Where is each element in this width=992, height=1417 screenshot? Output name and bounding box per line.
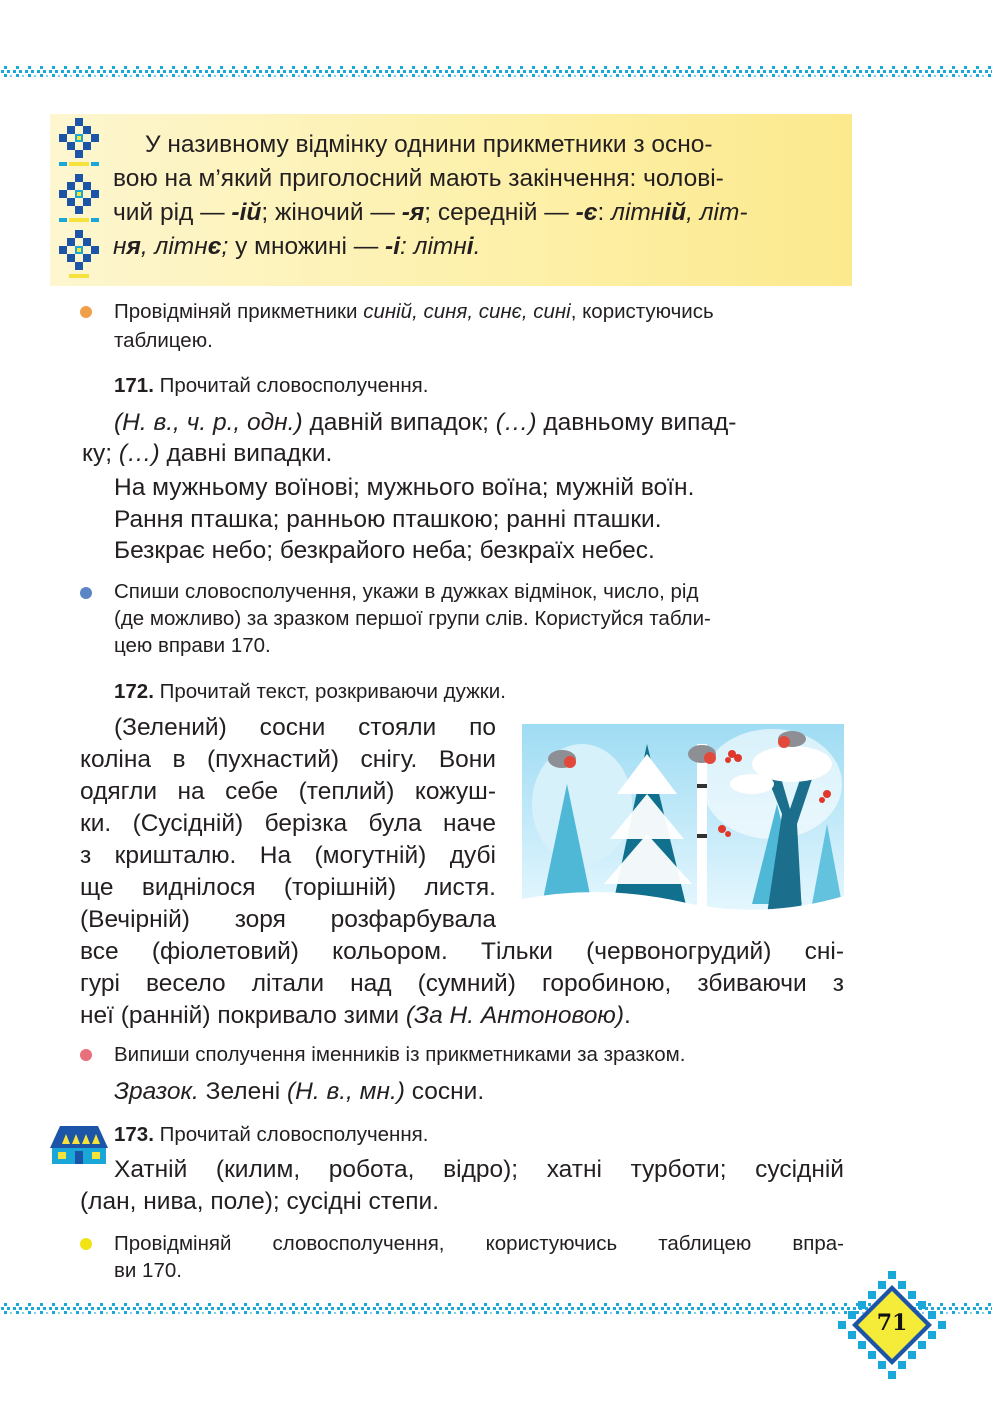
task-4-line-2: ви 170. xyxy=(114,1259,182,1282)
exercise-172-heading: 172. Прочитай текст, розкриваючи дужки. xyxy=(114,680,506,703)
task-2-line-2: (де можливо) за зразком першої групи слів. Користуйся табли- xyxy=(114,607,711,630)
exercise-172-line-3: одягли на себе (теплий) кожуш- xyxy=(80,778,496,805)
exercise-172-line-8: все (фіолетовий) кольором. Тільки (червоногрудий) сні- xyxy=(80,938,844,965)
exercise-173-line-2: (лан, нива, поле); сусідні степи. xyxy=(80,1188,440,1215)
rule-text: У називному відмінку однини прикметники з осно- вою на м’який приголосний мають закінчення: чолові- чий рід — -ій; жіночий — -я; середній — -є: літній, літ- ня, літнє; у множині — -і: літні. xyxy=(113,131,748,260)
embroidery-ornament-icon xyxy=(56,116,102,284)
exercise-172-line-9: гурі весело літали над (сумний) горобиною, збиваючи з xyxy=(80,970,844,997)
exercise-171-line-3: На мужньому воїнові; мужнього воїна; мужній воїн. xyxy=(114,474,695,501)
house-icon xyxy=(48,1122,110,1166)
exercise-171-heading: 171. Прочитай словосполучення. xyxy=(114,374,429,397)
page-number: 71 xyxy=(876,1310,908,1336)
exercise-171-line-2: ку; (…) давні випадки. xyxy=(82,440,333,467)
exercise-173-heading: 173. Прочитай словосполучення. xyxy=(114,1123,429,1146)
exercise-172-line-7: (Вечірній) зоря розфарбувала xyxy=(80,906,496,933)
task-bullet-yellow xyxy=(80,1238,92,1250)
exercise-171-line-5: Безкрає небо; безкрайого неба; безкраїх небес. xyxy=(114,537,655,564)
task-3-line: Випиши сполучення іменників із прикметниками за зразком. xyxy=(114,1043,686,1066)
top-ornament-border xyxy=(0,66,992,80)
task-1-line-2: таблицею. xyxy=(114,329,213,352)
exercise-171-line-4: Рання пташка; ранньою пташкою; ранні пташки. xyxy=(114,506,662,533)
task-1-line-1: Провідміняй прикметники синій, синя, синє, сині, користуючись xyxy=(114,300,714,323)
exercise-173-line-1: Хатній (килим, робота, відро); хатні турботи; сусідній xyxy=(114,1156,844,1183)
exercise-172-line-2: коліна в (пухнастий) снігу. Вони xyxy=(80,746,496,773)
exercise-172-line-1: (Зелений) сосни стояли по xyxy=(114,714,496,741)
task-4-line-1: Провідміняй словосполучення, користуючись таблицею впра- xyxy=(114,1232,844,1255)
exercise-172-line-10: неї (ранній) покривало зими (За Н. Антоновою). xyxy=(80,1002,631,1029)
task-bullet-red xyxy=(80,1049,92,1061)
task-bullet-orange xyxy=(80,306,92,318)
exercise-172-line-4: ки. (Сусідній) берізка була наче xyxy=(80,810,496,837)
exercise-172-line-6: ще виднілося (торішній) листя. xyxy=(80,874,496,901)
task-bullet-blue xyxy=(80,587,92,599)
task-3-sample: Зразок. Зелені (Н. в., мн.) сосни. xyxy=(114,1078,485,1105)
task-2-line-1: Спиши словосполучення, укажи в дужках відмінок, число, рід xyxy=(114,580,699,603)
exercise-172-line-5: з кришталю. На (могутній) дубі xyxy=(80,842,496,869)
exercise-171-line-1: (Н. в., ч. р., одн.) давній випадок; (…) давньому випад- xyxy=(114,409,737,436)
winter-forest-illustration xyxy=(522,724,844,921)
task-2-line-3: цею вправи 170. xyxy=(114,634,271,657)
